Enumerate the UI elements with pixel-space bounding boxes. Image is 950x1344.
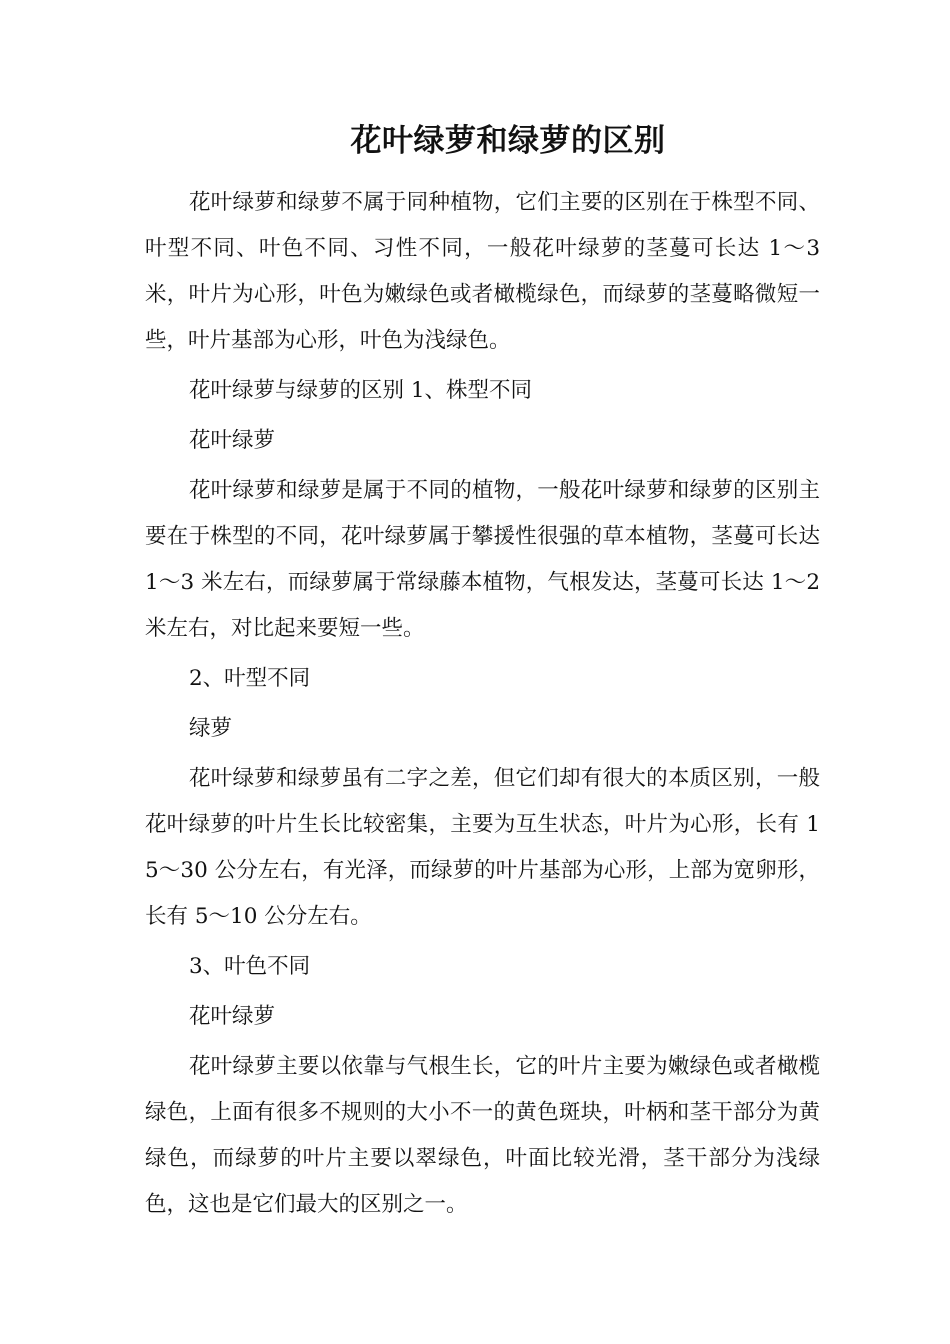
- subheading-variegated-pothos-2: 花叶绿萝: [189, 1004, 276, 1029]
- paragraph-intro: 花叶绿萝和绿萝不属于同种植物，它们主要的区别在于株型不同、叶型不同、叶色不同、习性不同，一般花叶绿萝的茎蔓可长达 1～3 米，叶片为心形，叶色为嫩绿色或者橄榄绿色，而绿萝的茎蔓略微短一些，叶片基部为心形，叶色为浅绿色。: [145, 190, 820, 353]
- subheading-pothos: 绿萝: [189, 716, 233, 741]
- paragraph-plant-shape: 花叶绿萝和绿萝是属于不同的植物，一般花叶绿萝和绿萝的区别主要在于株型的不同，花叶绿萝属于攀援性很强的草本植物，茎蔓可长达 1～3 米左右，而绿萝属于常绿藤本植物，气根发达，茎蔓可长达 1～2 米左右，对比起来要短一些。: [145, 478, 820, 641]
- section-heading-leaf-shape: 2、叶型不同: [189, 666, 311, 691]
- section-heading-plant-shape: 花叶绿萝与绿萝的区别 1、株型不同: [189, 378, 533, 403]
- subheading-variegated-pothos: 花叶绿萝: [189, 428, 276, 453]
- document-title: 花叶绿萝和绿萝的区别: [350, 123, 666, 159]
- section-heading-leaf-color: 3、叶色不同: [189, 954, 311, 979]
- paragraph-leaf-color: 花叶绿萝主要以依靠与气根生长，它的叶片主要为嫩绿色或者橄榄绿色，上面有很多不规则的大小不一的黄色斑块，叶柄和茎干部分为黄绿色，而绿萝的叶片主要以翠绿色，叶面比较光滑，茎干部分为浅绿色，这也是它们最大的区别之一。: [145, 1054, 820, 1217]
- document-body: [145, 180, 820, 1232]
- paragraph-leaf-shape: 花叶绿萝和绿萝虽有二字之差，但它们却有很大的本质区别，一般花叶绿萝的叶片生长比较密集，主要为互生状态，叶片为心形，长有 15～30 公分左右，有光泽，而绿萝的叶片基部为心形，上部为宽卵形，长有 5～10 公分左右。: [145, 766, 820, 929]
